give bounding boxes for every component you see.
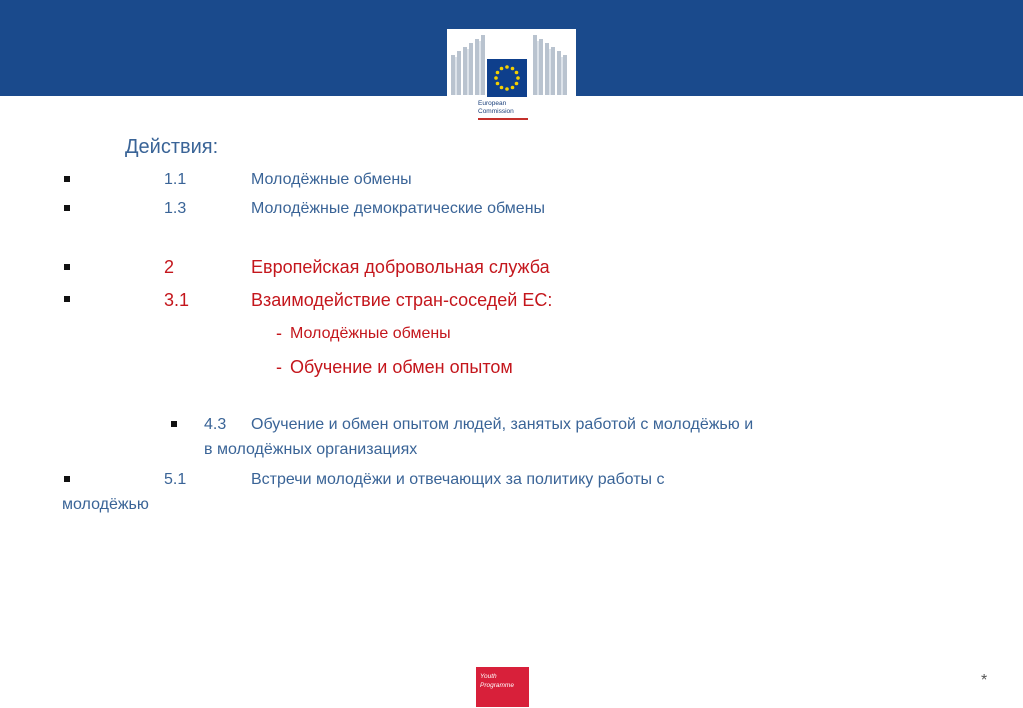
youth-logo-line-1: Youth	[480, 673, 497, 680]
logo-caption	[478, 100, 514, 115]
page-number-mark: *	[981, 672, 988, 689]
logo-line-2: Commission	[478, 107, 514, 115]
item-5-line-1: Обучение и обмен опытом людей, занятых работой с молодёжью и	[251, 416, 754, 433]
youth-programme-logo	[476, 667, 529, 707]
bullet-icon	[64, 264, 70, 270]
bullet-icon	[171, 421, 177, 427]
sub-item-1-text: Молодёжные обмены	[290, 325, 451, 342]
page-title: Действия:	[125, 136, 219, 158]
bullet-icon	[64, 176, 70, 182]
bullet-icon	[64, 205, 70, 211]
bullet-icon	[64, 296, 70, 302]
item-2-text: Молодёжные демократические обмены	[251, 200, 546, 217]
item-2-number: 1.3	[164, 200, 187, 217]
european-commission-logo	[447, 29, 576, 126]
bullet-icon	[64, 476, 70, 482]
item-5-number: 4.3	[204, 416, 227, 433]
sub-item-1-dash: -	[276, 323, 282, 343]
youth-logo-line-2: Programme	[480, 682, 514, 689]
item-3-text: Европейская добровольная служба	[251, 257, 550, 277]
logo-underline	[478, 118, 528, 120]
item-1-text: Молодёжные обмены	[251, 171, 412, 188]
sub-item-2-text: Обучение и обмен опытом	[290, 357, 513, 377]
item-1-number: 1.1	[164, 171, 187, 188]
item-6-number: 5.1	[164, 471, 187, 488]
item-3-number: 2	[164, 257, 175, 277]
sub-item-2-dash: -	[276, 357, 282, 377]
logo-line-1: European	[478, 100, 507, 107]
item-6-line-1: Встречи молодёжи и отвечающих за политику работы с	[251, 471, 665, 488]
item-6-line-2: молодёжью	[62, 496, 149, 513]
item-4-number: 3.1	[164, 290, 190, 310]
item-4-text: Взаимодействие стран-соседей ЕС:	[251, 290, 553, 310]
berlaymont-building-icon	[447, 29, 576, 99]
item-5-line-2: в молодёжных организациях	[204, 441, 418, 458]
